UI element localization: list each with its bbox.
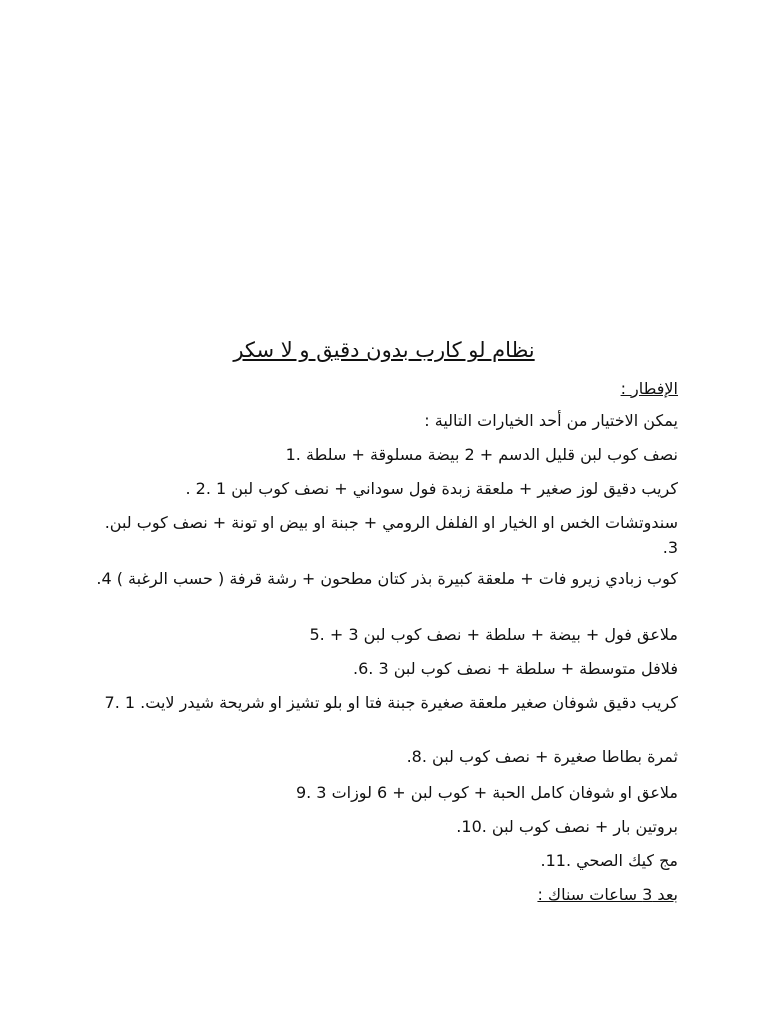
list-item: كريب دقيق لوز صغير + ملعقة زبدة فول سوداني + نصف كوب لبن 1 .2 . (185, 479, 678, 498)
list-item: فلافل متوسطة + سلطة + نصف كوب لبن 3 .6. (353, 659, 678, 678)
list-item: ثمرة بطاطا صغيرة + نصف كوب لبن .8. (406, 747, 678, 766)
list-item: كريب دقيق شوفان صغير ملعقة صغيرة جبنة فتا او بلو تشيز او شريحة شيدر لايت. 1 .7 (104, 693, 678, 712)
list-item: بروتين بار + نصف كوب لبن .10. (456, 817, 678, 836)
snack-heading: بعد 3 ساعات سناك : (537, 885, 678, 904)
list-item: نصف كوب لبن قليل الدسم + 2 بيضة مسلوقة + سلطة .1 (285, 445, 678, 464)
list-item: مج كيك الصحي .11. (540, 851, 678, 870)
list-item: ملاعق فول + بيضة + سلطة + نصف كوب لبن 3 + .5 (309, 625, 678, 644)
list-item: كوب زبادي زيرو فات + ملعقة كبيرة بذر كتان مطحون + رشة قرفة ( حسب الرغبة ) 4. (96, 569, 678, 588)
breakfast-heading: الإفطار : (620, 379, 678, 398)
list-item: سندوتشات الخس او الخيار او الفلفل الرومي + جبنة او بيض او تونة + نصف كوب لبن. 3. (104, 513, 678, 557)
page-title: نظام لو كارب بدون دقيق و لا سكر (233, 338, 535, 362)
options-intro: يمكن الاختيار من أحد الخيارات التالية : (424, 411, 678, 430)
list-item: ملاعق او شوفان كامل الحبة + كوب لبن + 6 لوزات 3 .9 (295, 783, 678, 802)
